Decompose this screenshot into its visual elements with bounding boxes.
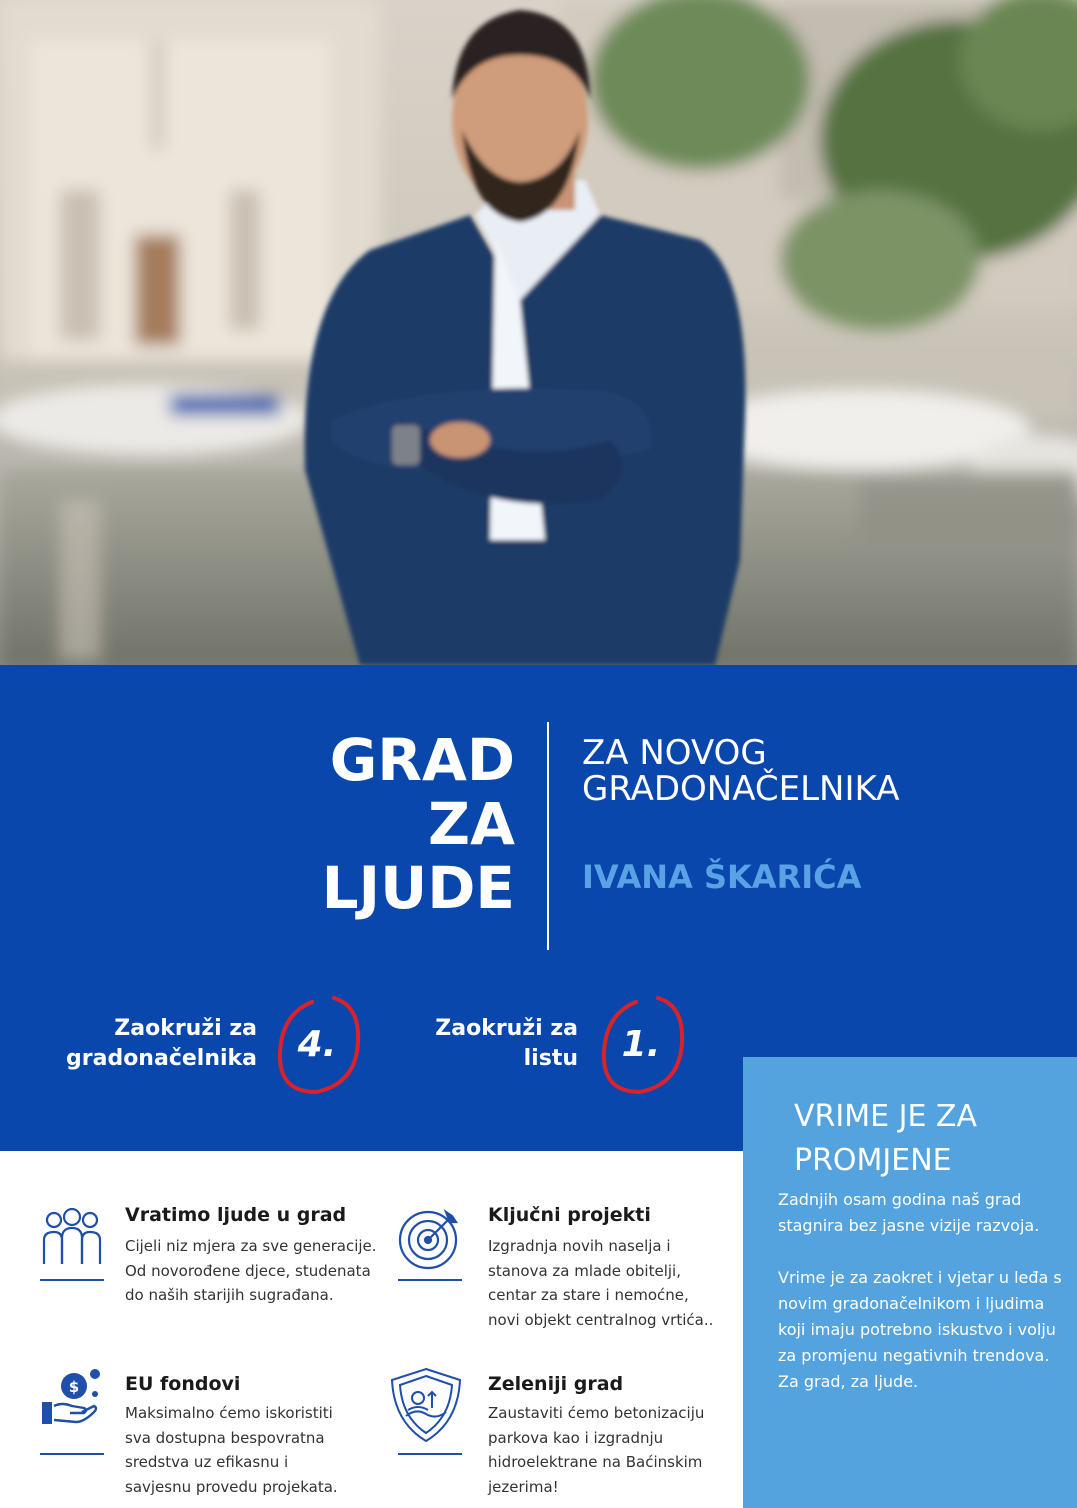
- feature-title: Zeleniji grad: [488, 1373, 624, 1395]
- subtitle-line: GRADONAČELNIKA: [582, 769, 900, 809]
- target-icon: [396, 1206, 462, 1272]
- money-hand-icon: [40, 1366, 106, 1428]
- headline-line: LJUDE: [321, 854, 515, 922]
- ballot-label-list: [435, 1014, 578, 1074]
- ballot-label-line: gradonačelnika: [66, 1046, 257, 1071]
- ballot-label-line: listu: [523, 1046, 578, 1071]
- subtitle-line: ZA NOVOG: [582, 733, 767, 773]
- people-icon: [40, 1208, 104, 1268]
- feature-text: Zaustaviti ćemo betonizaciju parkova kao i izgradnju hidroelektrane na Baćinskim jezerima!: [488, 1404, 705, 1496]
- feature-underline: [40, 1279, 104, 1281]
- ballot-label-line: Zaokruži za: [435, 1016, 578, 1041]
- side-paragraph: Zadnjih osam godina naš grad stagnira bez jasne vizije razvoja.: [778, 1190, 1040, 1235]
- feature-underline: [398, 1453, 462, 1455]
- ballot-label-mayor: [66, 1014, 257, 1074]
- feature-title: Vratimo ljude u grad: [125, 1204, 347, 1226]
- side-title-line: PROMJENE: [794, 1143, 952, 1178]
- side-title-line: VRIME JE ZA: [794, 1099, 978, 1134]
- ballot-label-line: Zaokruži za: [114, 1016, 257, 1041]
- ballot-number-text: 4.: [297, 1023, 337, 1065]
- headline: [322, 728, 515, 920]
- side-panel-title: [794, 1095, 977, 1183]
- ballot-number-text: 1.: [621, 1023, 661, 1065]
- portrait-photo: [0, 0, 1077, 665]
- feature-underline: [40, 1453, 104, 1455]
- feature-title: EU fondovi: [125, 1373, 241, 1395]
- ballot-number-list: [596, 992, 686, 1096]
- feature-text: Cijeli niz mjera za sve generacije. Od novorođene djece, studenata do naših starijih sugrađana.: [125, 1237, 377, 1304]
- feature-underline: [398, 1279, 462, 1281]
- subtitle: [582, 735, 899, 807]
- vertical-divider: [547, 722, 549, 950]
- feature-text: Maksimalno ćemo iskoristiti sva dostupna bespovratna sredstva uz efikasnu i savjesnu provedu projekata.: [125, 1404, 338, 1496]
- side-paragraph: Vrime je za zaokret i vjetar u leđa s novim gradonačelnikom i ljudima koji imaju potrebno iskustvo i volju za promjenu negativnih trendova. Za grad, za ljude.: [778, 1268, 1062, 1391]
- candidate-name: IVANA ŠKARIĆA: [582, 858, 862, 896]
- headline-line: GRAD: [329, 726, 515, 794]
- svg-text:$: $: [68, 1378, 80, 1396]
- side-panel-text: [778, 1187, 1068, 1421]
- nature-shield-icon: [388, 1366, 464, 1444]
- side-panel: [743, 1057, 1077, 1508]
- headline-line: ZA: [428, 790, 515, 858]
- feature-title: Ključni projekti: [488, 1204, 651, 1226]
- hero-photo: [0, 0, 1077, 665]
- ballot-number-mayor: [272, 992, 362, 1096]
- feature-text: Izgradnja novih naselja i stanova za mlade obitelji, centar za stare i nemoćne, novi objekt centralnog vrtića..: [488, 1237, 714, 1329]
